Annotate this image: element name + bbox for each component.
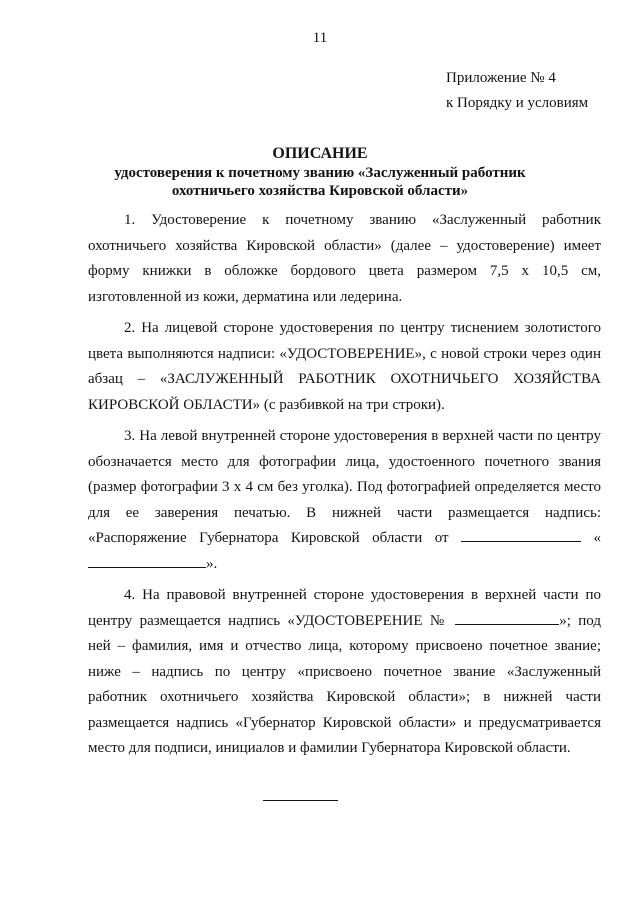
document-heading: [0, 144, 640, 200]
paragraph-3-text: 3. На левой внутренней стороне удостоверения в верхней части по центру обозначается место для фотографии лица, удостоенного почетного звания (размер фотографии 3 х 4 см без уголка). Под фотографией определяется место для ее заверения печатью. В нижней части размещается надпись: «Распоряжение Губернатора Кировской области от: [88, 428, 601, 546]
page-number: 11: [312, 30, 328, 46]
paragraph-4-text-end: »; под ней – фамилия, имя и отчество лица, которому присвоено почетное звание; ниже – надпись по центру «присвоено почетное звание «Заслуженный работник охотничьего хозяйства Кировской области»; в нижней части размещается надпись «Губернатор Кировской области» и предусматривается место для подписи, инициалов и фамилии Губернатора Кировской области.: [88, 612, 601, 756]
quote-close: ».: [206, 555, 218, 572]
appendix-note: [446, 66, 588, 116]
end-divider: [263, 800, 338, 801]
paragraph-4: [88, 583, 601, 762]
paragraph-1: 1. Удостоверение к почетному званию «Заслуженный работник охотничьего хозяйства Кировской области» (далее – удостоверение) имеет форму книжки в обложке бордового цвета размером 7,5 х 10,5 см, изготовленной из кожи, дерматина или ледерина.: [88, 212, 601, 305]
paragraph-2: 2. На лицевой стороне удостоверения по центру тиснением золотистого цвета выполняются надписи: «УДОСТОВЕРЕНИЕ», с новой строки через один абзац – «ЗАСЛУЖЕННЫЙ РАБОТНИК ОХОТНИЧЬЕГО ХОЗЯЙСТВА КИРОВСКОЙ ОБЛАСТИ» (с разбивкой на три строки).: [88, 320, 601, 413]
heading-line-2: охотничьего хозяйства Кировской области»: [171, 183, 469, 199]
certificate-number-blank: [455, 612, 559, 625]
appendix-line-1: Приложение № 4: [446, 70, 556, 86]
heading-line-1: удостоверения к почетному званию «Заслуженный работник: [114, 165, 526, 181]
appendix-line-2: к Порядку и условиям: [446, 95, 589, 111]
document-body: [88, 208, 601, 762]
paragraph-3: [88, 424, 601, 577]
date-blank-line: [461, 529, 581, 542]
heading-title: ОПИСАНИЕ: [272, 145, 368, 162]
quote-open: «: [593, 530, 602, 546]
paragraph-4-text-start: 4. На правовой внутренней стороне удостоверения в верхней части по центру размещается надпись «УДОСТОВЕРЕНИЕ №: [88, 587, 601, 629]
number-blank-line: [88, 555, 206, 568]
